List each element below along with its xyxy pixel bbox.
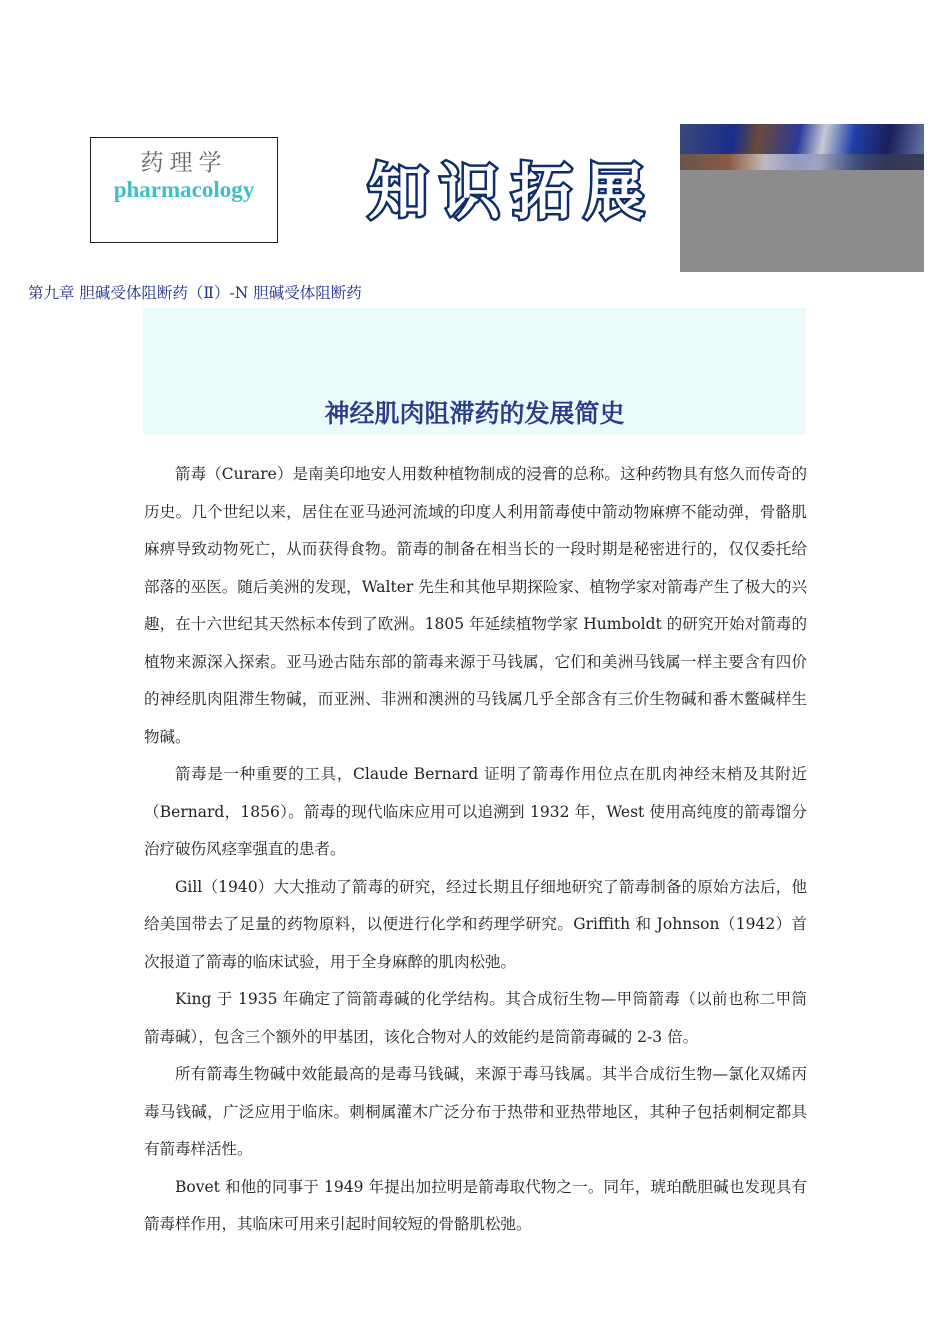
- paragraph: 箭毒（Curare）是南美印地安人用数种植物制成的浸膏的总称。这种药物具有悠久而传奇的历史。几个世纪以来，居住在亚马逊河流域的印度人利用箭毒使中箭动物麻痹不能动弹，骨骼肌麻痹导致动物死亡，从而获得食物。箭毒的制备在相当长的一段时期是秘密进行的，仅仅委托给部落的巫医。随后美洲的发现，Walter 先生和其他早期探险家、植物学家对箭毒产生了极大的兴趣，在十六世纪其天然标本传到了欧洲。1805 年延续植物学家 Humboldt 的研究开始对箭毒的植物来源深入探索。亚马逊古陆东部的箭毒来源于马钱属，它们和美洲马钱属一样主要含有四价的神经肌肉阻滞生物碱，而亚洲、非洲和澳洲的马钱属几乎全部含有三价生物碱和番木鳖碱样生物碱。: [144, 465, 807, 746]
- logo-english-text: pharmacology: [113, 177, 255, 202]
- article-body: [144, 456, 807, 1244]
- title-band: [143, 308, 806, 435]
- banner-title: 知识拓展: [368, 158, 656, 228]
- logo-chinese-text: 药理学: [140, 150, 228, 176]
- paragraph: Bovet 和他的同事于 1949 年提出加拉明是箭毒取代物之一。同年，琥珀酰胆碱也发现具有箭毒样作用，其临床可用来引起时间较短的骨骼肌松弛。: [144, 1177, 807, 1233]
- paragraph: King 于 1935 年确定了筒箭毒碱的化学结构。其合成衍生物—甲筒箭毒（以前也称二甲筒箭毒碱），包含三个额外的甲基团，该化合物对人的效能约是筒箭毒碱的 2-3 倍。: [144, 990, 807, 1046]
- photo-pills-image: [680, 124, 924, 170]
- paragraph: 所有箭毒生物碱中效能最高的是毒马钱碱，来源于毒马钱属。其半合成衍生物—氯化双烯丙毒马钱碱，广泛应用于临床。刺桐属灌木广泛分布于热带和亚热带地区，其种子包括刺桐定都具有箭毒样活性。: [144, 1065, 807, 1158]
- header-photo: [680, 124, 924, 272]
- paragraph: Gill（1940）大大推动了箭毒的研究，经过长期且仔细地研究了箭毒制备的原始方法后，他给美国带去了足量的药物原料，以便进行化学和药理学研究。Griffith 和 Johnson（1942）首次报道了箭毒的临床试验，用于全身麻醉的肌肉松弛。: [144, 877, 807, 971]
- chapter-heading: 第九章 胆碱受体阻断药（Ⅱ）-N 胆碱受体阻断药: [28, 284, 362, 302]
- article-title: 神经肌肉阻滞药的发展简史: [324, 399, 625, 428]
- pharmacology-logo: [90, 137, 278, 243]
- paragraph: 箭毒是一种重要的工具，Claude Bernard 证明了箭毒作用位点在肌肉神经末梢及其附近（Bernard，1856）。箭毒的现代临床应用可以追溯到 1932 年，West 使用高纯度的箭毒馏分治疗破伤风痉挛强直的患者。: [144, 765, 807, 858]
